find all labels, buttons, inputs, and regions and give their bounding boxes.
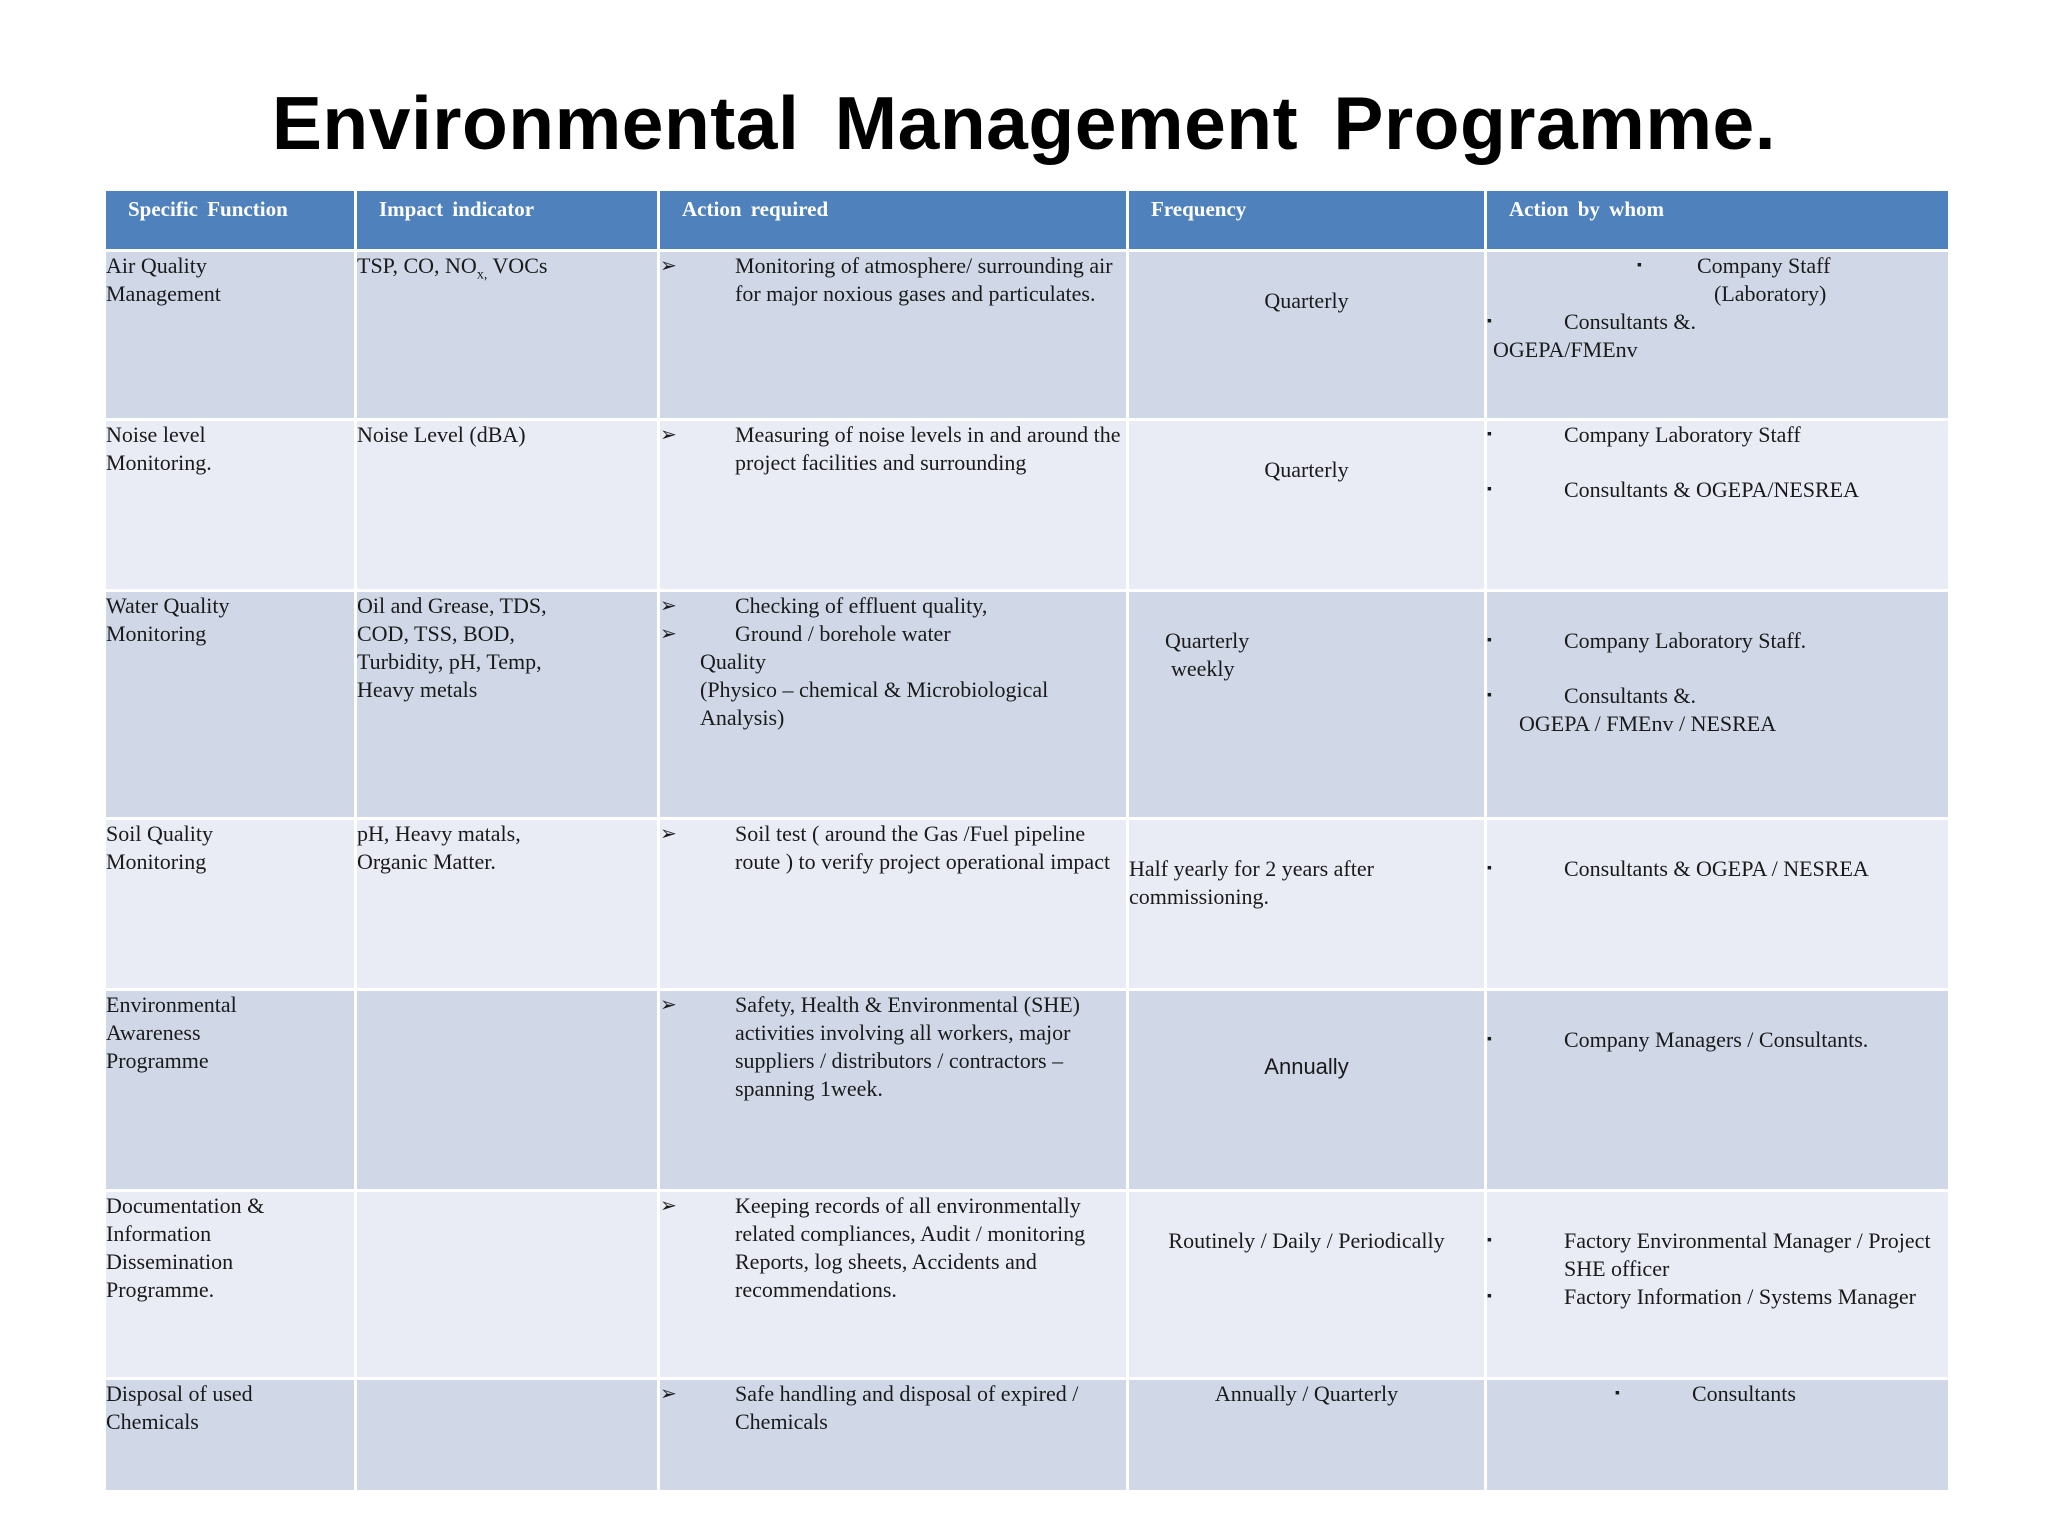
action-text: Measuring of noise levels in and around the project facilities and surrounding <box>735 422 1121 475</box>
who-text: Company Laboratory Staff. <box>1564 628 1807 653</box>
frequency-line: Quarterly <box>1165 628 1250 653</box>
cell-indicator <box>356 990 659 1191</box>
function-line: Programme. <box>106 1277 215 1302</box>
function-line: Monitoring <box>106 621 207 646</box>
function-line: Information <box>106 1221 212 1246</box>
indicator-line: Heavy metals <box>357 677 478 702</box>
cell-frequency: Half yearly for 2 years after commissioning. <box>1128 819 1486 990</box>
who-text: Company Staff <box>1697 253 1831 278</box>
table-row-noise-level <box>105 420 1950 591</box>
square-bullet-icon: ▪ <box>1487 861 1492 876</box>
square-bullet-icon: ▪ <box>1487 1032 1492 1047</box>
cell-frequency: Annually <box>1128 990 1486 1191</box>
cell-function <box>105 591 356 819</box>
cell-frequency: Annually / Quarterly <box>1128 1379 1486 1492</box>
function-line: Soil Quality <box>106 821 213 846</box>
square-bullet-icon: ▪ <box>1487 1289 1492 1304</box>
table-row-air-quality <box>105 251 1950 420</box>
page-title: Environmental Management Programme. <box>271 81 1777 165</box>
arrow-bullet-icon: ➢ <box>660 595 677 617</box>
arrow-bullet-icon: ➢ <box>660 1383 677 1405</box>
cell-action <box>659 420 1128 591</box>
arrow-bullet-icon: ➢ <box>660 255 677 277</box>
action-item <box>660 1380 1126 1436</box>
action-text: Safe handling and disposal of expired / Chemicals <box>735 1381 1079 1434</box>
table-row-environmental-awareness <box>105 990 1950 1191</box>
who-text: Consultants &. <box>1564 309 1697 334</box>
cell-indicator <box>356 591 659 819</box>
cell-frequency: Quarterly <box>1128 251 1486 420</box>
function-line: Disposal of used <box>106 1381 253 1406</box>
cell-indicator <box>356 819 659 990</box>
function-line: Dissemination <box>106 1249 234 1274</box>
square-bullet-icon: ▪ <box>1487 314 1492 329</box>
header-action-required: Action required <box>659 190 1128 251</box>
table-row-soil-quality <box>105 819 1950 990</box>
arrow-bullet-icon: ➢ <box>660 424 677 446</box>
who-text: (Laboratory) <box>1714 281 1827 306</box>
function-line: Management <box>106 281 221 306</box>
action-item <box>660 1192 1126 1304</box>
who-text: Consultants & OGEPA / NESREA <box>1564 856 1869 881</box>
arrow-bullet-icon: ➢ <box>660 994 677 1016</box>
action-item <box>660 252 1126 308</box>
cell-who <box>1486 420 1950 591</box>
cell-frequency <box>1128 591 1486 819</box>
who-text: OGEPA/FMEnv <box>1493 337 1638 362</box>
action-continuation: Quality <box>700 649 766 674</box>
indicator-line: Oil and Grease, TDS, <box>357 593 547 618</box>
who-text: Company Managers / Consultants. <box>1564 1027 1869 1052</box>
cell-function <box>105 1379 356 1492</box>
cell-function <box>105 819 356 990</box>
indicator-text: Noise Level (dBA) <box>357 422 526 447</box>
arrow-bullet-icon: ➢ <box>660 623 677 645</box>
function-line: Air Quality <box>106 253 207 278</box>
function-line: Water Quality <box>106 593 230 618</box>
action-text: Monitoring of atmosphere/ surrounding air for major noxious gases and particulates. <box>735 253 1113 306</box>
action-item <box>660 421 1126 477</box>
who-item <box>1615 1380 1948 1408</box>
who-text: Consultants <box>1692 1381 1796 1406</box>
who-text: Consultants & OGEPA/NESREA <box>1564 477 1860 502</box>
header-action-by-whom: Action by whom <box>1486 190 1950 251</box>
cell-function <box>105 1191 356 1379</box>
function-line: Monitoring. <box>106 450 212 475</box>
cell-function <box>105 420 356 591</box>
action-text: Ground / borehole water <box>735 621 951 646</box>
function-line: Chemicals <box>106 1409 199 1434</box>
action-item <box>660 592 1126 620</box>
cell-action <box>659 1379 1128 1492</box>
header-specific-function: Specific Function <box>105 190 356 251</box>
cell-indicator <box>356 1191 659 1379</box>
who-item <box>1487 627 1948 655</box>
cell-who <box>1486 591 1950 819</box>
table-header-row <box>105 190 1950 251</box>
cell-indicator <box>356 1379 659 1492</box>
action-text: Keeping records of all environmentally related compliances, Audit / monitoring Reports, log sheets, Accidents and recommendations. <box>735 1193 1086 1302</box>
cell-indicator <box>356 251 659 420</box>
table-row-disposal <box>105 1379 1950 1492</box>
environmental-management-table <box>103 188 1951 1493</box>
indicator-line: pH, Heavy matals, <box>357 821 521 846</box>
indicator-line: Turbidity, pH, Temp, <box>357 649 542 674</box>
cell-action <box>659 251 1128 420</box>
square-bullet-icon: ▪ <box>1487 482 1492 497</box>
cell-function <box>105 251 356 420</box>
action-continuation: Analysis) <box>700 705 785 730</box>
action-text: Safety, Health & Environmental (SHE) activities involving all workers, major suppliers / distributors / contractors – spanning 1week. <box>735 992 1080 1101</box>
action-text: Checking of effluent quality, <box>735 593 988 618</box>
who-text: Consultants &. <box>1564 683 1697 708</box>
function-line: Noise level <box>106 422 206 447</box>
who-item <box>1487 308 1948 336</box>
square-bullet-icon: ▪ <box>1487 688 1492 703</box>
square-bullet-icon: ▪ <box>1615 1386 1620 1401</box>
indicator-line: Organic Matter. <box>357 849 496 874</box>
who-text: Company Laboratory Staff <box>1564 422 1801 447</box>
who-item <box>1487 252 1948 308</box>
arrow-bullet-icon: ➢ <box>660 823 677 845</box>
cell-who <box>1486 819 1950 990</box>
cell-action <box>659 819 1128 990</box>
function-line: Monitoring <box>106 849 207 874</box>
who-item <box>1487 1283 1948 1311</box>
cell-frequency: Quarterly <box>1128 420 1486 591</box>
action-item <box>660 820 1126 876</box>
who-item <box>1487 421 1948 449</box>
square-bullet-icon: ▪ <box>1487 633 1492 648</box>
table-row-documentation <box>105 1191 1950 1379</box>
cell-who <box>1486 1191 1950 1379</box>
square-bullet-icon: ▪ <box>1487 1233 1492 1248</box>
who-text: OGEPA / FMEnv / NESREA <box>1519 711 1777 736</box>
function-line: Environmental <box>106 992 237 1017</box>
function-line: Awareness <box>106 1020 201 1045</box>
cell-who <box>1486 251 1950 420</box>
square-bullet-icon: ▪ <box>1487 427 1492 442</box>
header-impact-indicator: Impact indicator <box>356 190 659 251</box>
cell-who <box>1486 990 1950 1191</box>
who-text: Factory Environmental Manager / Project SHE officer <box>1564 1228 1931 1281</box>
who-item <box>1487 476 1948 504</box>
who-text: Factory Information / Systems Manager <box>1564 1284 1916 1309</box>
who-item <box>1487 682 1948 710</box>
cell-function <box>105 990 356 1191</box>
who-item <box>1487 855 1948 883</box>
square-bullet-icon: ▪ <box>1637 258 1642 273</box>
table-row-water-quality <box>105 591 1950 819</box>
frequency-line: weekly <box>1171 656 1235 681</box>
cell-action <box>659 1191 1128 1379</box>
indicator-line: COD, TSS, BOD, <box>357 621 515 646</box>
cell-who <box>1486 1379 1950 1492</box>
indicator-subscript: x, <box>476 267 488 283</box>
cell-action <box>659 591 1128 819</box>
action-text: Soil test ( around the Gas /Fuel pipeline route ) to verify project operational impact <box>735 821 1111 874</box>
function-line: Programme <box>106 1048 209 1073</box>
cell-action <box>659 990 1128 1191</box>
action-item <box>660 991 1126 1103</box>
indicator-text: TSP, CO, $NO_{x,}$ VOCs <box>357 253 548 283</box>
who-item <box>1487 1227 1948 1283</box>
function-line: Documentation & <box>106 1193 265 1218</box>
header-frequency: Frequency <box>1128 190 1486 251</box>
action-continuation: (Physico – chemical & Microbiological <box>700 677 1049 702</box>
arrow-bullet-icon: ➢ <box>660 1195 677 1217</box>
action-item <box>660 620 1126 648</box>
who-item <box>1487 1026 1948 1054</box>
cell-indicator <box>356 420 659 591</box>
cell-frequency: Routinely / Daily / Periodically <box>1128 1191 1486 1379</box>
